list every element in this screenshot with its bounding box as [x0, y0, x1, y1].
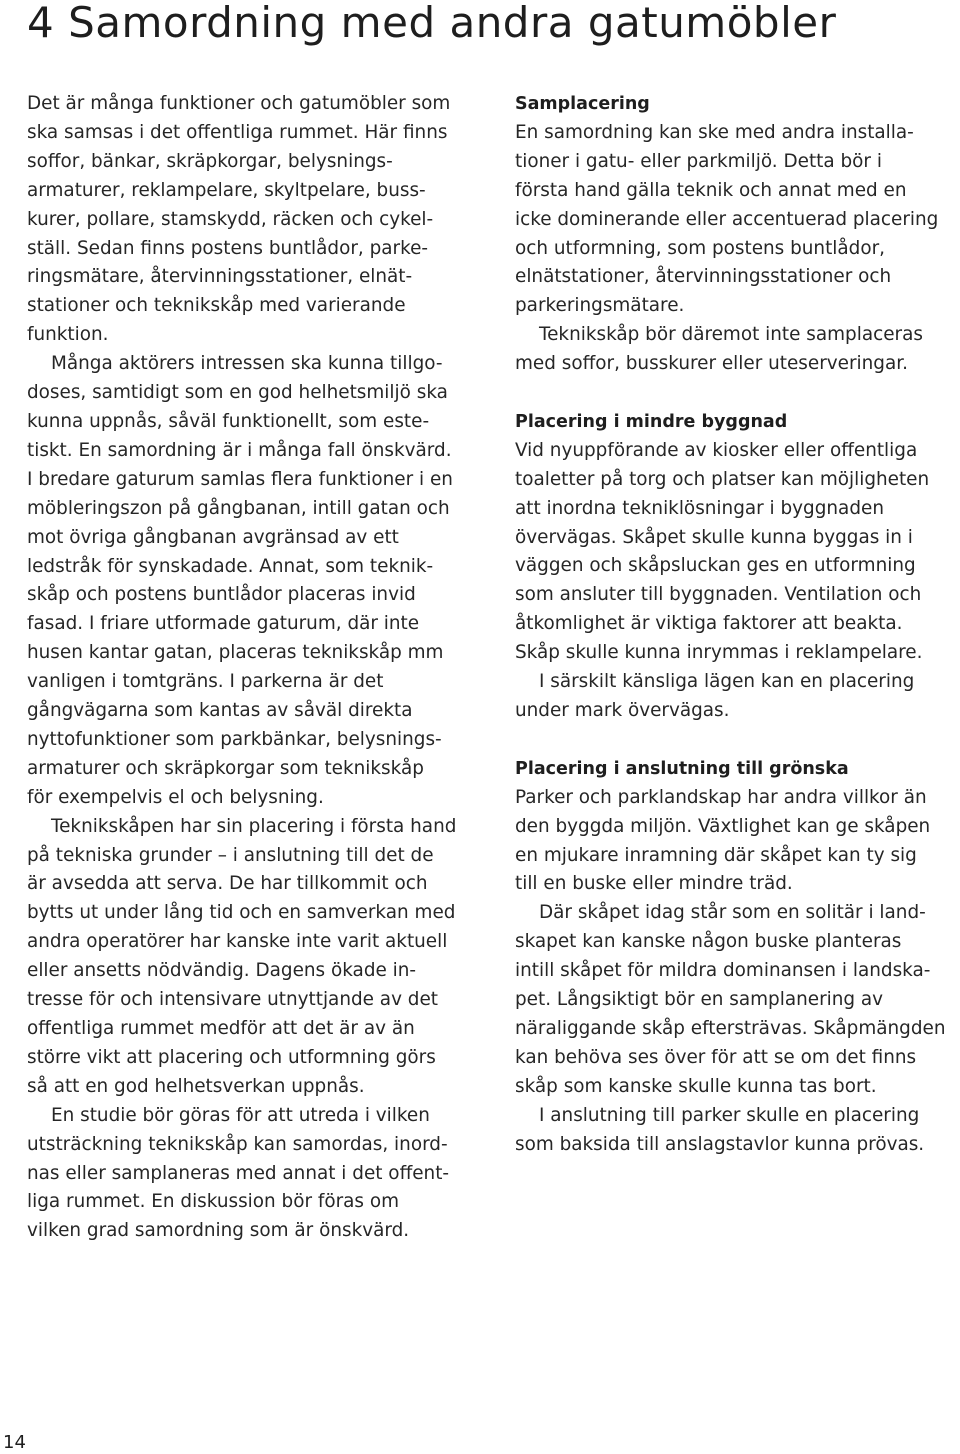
text-line: väggen och skåpsluckan ges en utformning	[515, 555, 916, 577]
text-line: armaturer och skräpkorgar som teknikskåp	[27, 757, 424, 779]
text-line: med soffor, busskurer eller uteserveringar.	[515, 353, 908, 375]
text-line: elnätstationer, återvinningsstationer och	[515, 266, 892, 288]
text-line: nyttofunktioner som parkbänkar, belysnings-	[27, 728, 442, 750]
text-line: eller ansetts nödvändig. Dagens ökade in-	[27, 960, 417, 982]
text-line: tiskt. En samordning är i många fall önskvärd.	[27, 439, 452, 461]
text-line: som ansluter till byggnaden. Ventilation och	[515, 584, 922, 606]
text-line: åtkomlighet är viktiga faktorer att beakta.	[515, 613, 903, 635]
text-line: vanligen i tomtgräns. I parkerna är det	[27, 671, 384, 693]
text-line: Det är många funktioner och gatumöbler som	[27, 93, 451, 114]
text-line: övervägas. Skåpet skulle kunna byggas in i	[515, 526, 913, 548]
text-line: gångvägarna som kantas av såväl direkta	[27, 700, 413, 722]
text-line: en mjukare inramning där skåpet kan ty sig	[515, 844, 917, 866]
body-paragraph	[515, 437, 960, 668]
text-line: mot övriga gångbanan avgränsad av ett	[27, 526, 399, 548]
page-number: 14	[3, 1432, 26, 1453]
text-line: vilken grad samordning som är önskvärd.	[27, 1220, 410, 1242]
text-line: skåp och postens buntlådor placeras invid	[27, 584, 416, 606]
body-paragraph	[515, 1102, 960, 1160]
text-line: pet. Långsiktigt bör en samplanering av	[515, 989, 884, 1011]
text-line: att inordna tekniklösningar i byggnaden	[515, 497, 884, 519]
text-line: som baksida till anslagstavlor kunna prövas.	[515, 1133, 925, 1155]
chapter-title: 4 Samordning med andra gatumöbler	[27, 0, 837, 47]
body-paragraph	[515, 119, 960, 321]
text-line: intill skåpet för mildra dominansen i landska-	[515, 960, 931, 982]
text-line: I särskilt känsliga lägen kan en placering	[539, 671, 915, 693]
text-line: ringsmätare, återvinningsstationer, elnät-	[27, 266, 413, 288]
text-line: är avsedda att serva. De har tillkommit och	[27, 873, 428, 895]
text-line: fasad. I friare utformade gaturum, där inte	[27, 613, 420, 635]
text-line: Parker och parklandskap har andra villkor än	[515, 786, 927, 808]
text-line: Skåp skulle kunna inrymmas i reklampelare.	[515, 642, 923, 664]
text-line: andra operatörer har kanske inte varit aktuell	[27, 931, 448, 953]
text-line: Vid nyuppförande av kiosker eller offentliga	[515, 439, 918, 461]
body-paragraph	[27, 813, 482, 1102]
text-line: Många aktörers intressen ska kunna tillgo-	[51, 353, 443, 375]
text-line: I anslutning till parker skulle en placering	[539, 1104, 920, 1126]
text-line: näraliggande skåp eftersträvas. Skåpmängden	[515, 1017, 946, 1039]
section-spacer	[515, 379, 960, 408]
text-line: toaletter på torg och platser kan möjligheten	[515, 468, 930, 490]
text-line: under mark övervägas.	[515, 700, 730, 722]
body-paragraph	[515, 668, 960, 726]
text-line: och utformning, som postens buntlådor,	[515, 237, 886, 259]
text-line: Teknikskåp bör däremot inte samplaceras	[539, 324, 923, 346]
text-line: armaturer, reklampelare, skyltpelare, buss-	[27, 179, 426, 201]
section-heading: Placering i anslutning till grönska	[515, 758, 849, 779]
text-line: tresse för och intensivare utnyttjande av det	[27, 989, 439, 1011]
text-line: ställ. Sedan finns postens buntlådor, parke-	[27, 237, 429, 259]
text-line: ska samsas i det offentliga rummet. Här finns	[27, 121, 448, 143]
text-line: Teknikskåpen har sin placering i första hand	[51, 815, 457, 837]
text-line: för exempelvis el och belysning.	[27, 786, 324, 808]
text-line: på tekniska grunder – i anslutning till det de	[27, 844, 434, 866]
section-heading: Placering i mindre byggnad	[515, 411, 788, 432]
text-line: liga rummet. En diskussion bör föras om	[27, 1191, 400, 1213]
text-line: kurer, pollare, stamskydd, räcken och cykel-	[27, 208, 434, 230]
text-line: ledstråk för synskadade. Annat, som teknik-	[27, 555, 434, 577]
section-heading: Samplacering	[515, 94, 650, 114]
text-line: till en buske eller mindre träd.	[515, 873, 793, 895]
text-line: skåp som kanske skulle kunna tas bort.	[515, 1075, 877, 1097]
text-line: Där skåpet idag står som en solitär i land-	[539, 902, 926, 924]
text-line: soffor, bänkar, skräpkorgar, belysnings-	[27, 150, 393, 172]
left-column	[27, 90, 482, 1246]
text-line: I bredare gaturum samlas flera funktioner i en	[27, 468, 453, 490]
text-line: möbleringszon på gångbanan, intill gatan och	[27, 497, 450, 519]
text-line: stationer och teknikskåp med varierande	[27, 295, 406, 317]
text-line: så att en god helhetsverkan uppnås.	[27, 1075, 365, 1097]
body-paragraph	[27, 1102, 482, 1247]
text-line: större vikt att placering och utformning görs	[27, 1046, 436, 1068]
text-line: bytts ut under lång tid och en samverkan med	[27, 902, 456, 924]
text-line: husen kantar gatan, placeras teknikskåp mm	[27, 642, 444, 664]
text-line: första hand gälla teknik och annat med en	[515, 179, 907, 201]
text-line: utsträckning teknikskåp kan samordas, inord-	[27, 1133, 448, 1155]
text-line: nas eller samplaneras med annat i det offent-	[27, 1162, 450, 1184]
text-line: den byggda miljön. Växtlighet kan ge skåpen	[515, 815, 931, 837]
body-paragraph	[515, 321, 960, 379]
text-line: En studie bör göras för att utreda i vilken	[51, 1104, 430, 1126]
body-paragraph	[27, 350, 482, 813]
text-line: tioner i gatu- eller parkmiljö. Detta bör i	[515, 150, 882, 172]
text-line: skapet kan kanske någon buske planteras	[515, 931, 902, 953]
body-paragraph	[515, 899, 960, 1101]
text-line: icke dominerande eller accentuerad placering	[515, 208, 939, 230]
text-line: parkeringsmätare.	[515, 295, 685, 317]
text-line: doses, samtidigt som en god helhetsmiljö ska	[27, 382, 448, 404]
text-line: offentliga rummet medför att det är av än	[27, 1018, 415, 1039]
section-spacer	[515, 726, 960, 755]
text-line: funktion.	[27, 324, 109, 346]
text-line: kan behöva ses över för att se om det finns	[515, 1046, 917, 1068]
text-line: En samordning kan ske med andra installa-	[515, 121, 914, 143]
body-paragraph	[27, 90, 482, 350]
text-line: kunna uppnås, såväl funktionellt, som este-	[27, 410, 430, 432]
body-paragraph	[515, 784, 960, 900]
right-column	[515, 90, 960, 1160]
